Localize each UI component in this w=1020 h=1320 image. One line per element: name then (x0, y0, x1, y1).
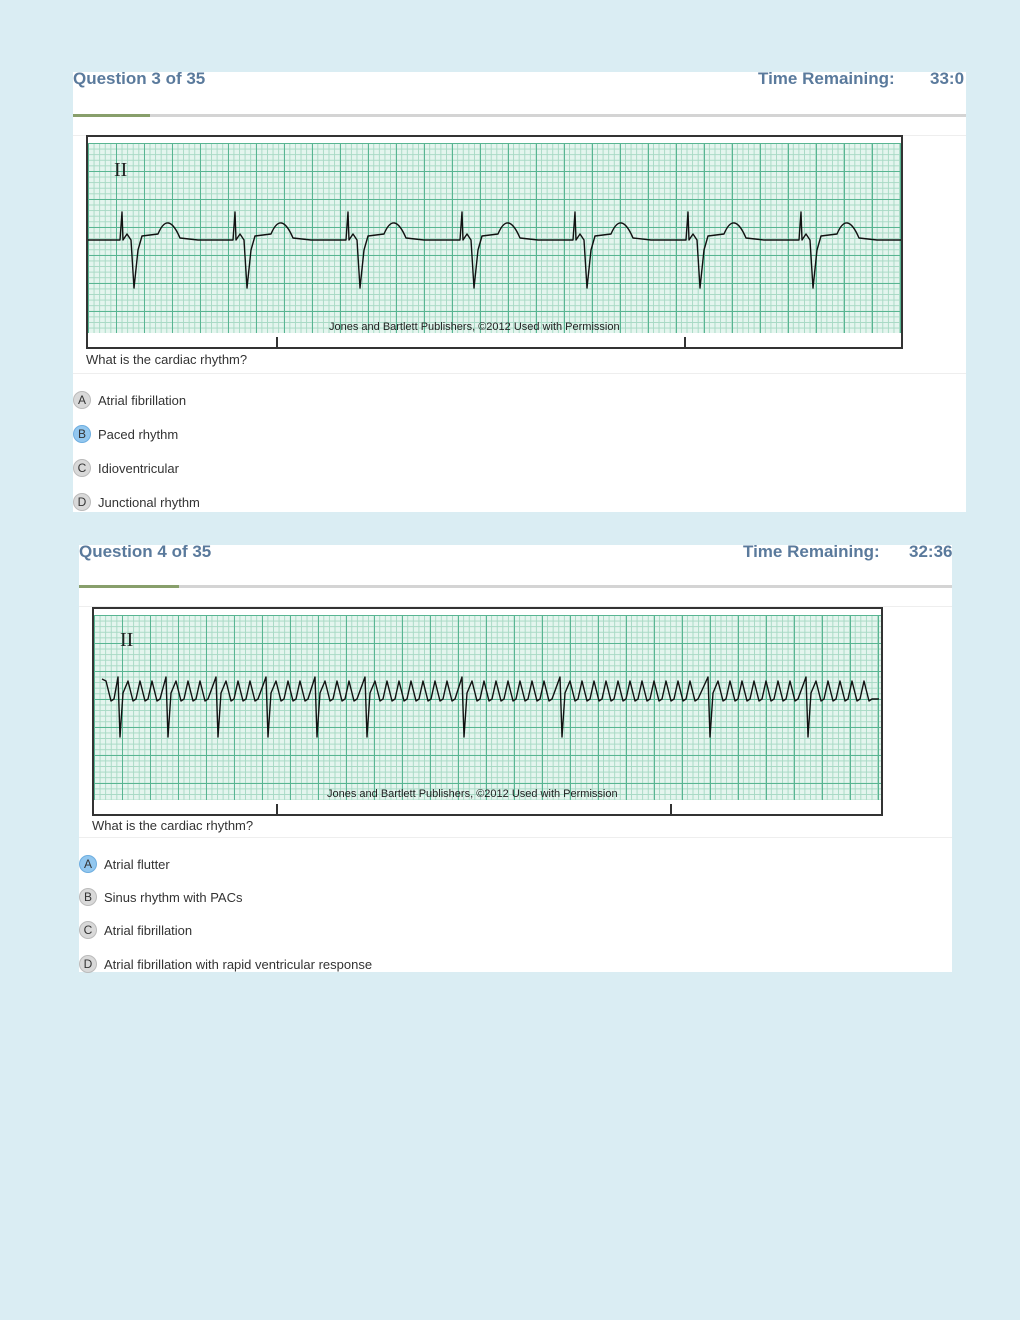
progress-bar (79, 585, 952, 588)
option-label: Sinus rhythm with PACs (104, 889, 243, 905)
progress-fill (73, 114, 150, 117)
option-letter-badge: D (73, 493, 91, 511)
option-label: Atrial fibrillation with rapid ventricular response (104, 956, 373, 972)
option-label: Paced rhythm (98, 426, 179, 442)
ecg-strip-image (86, 135, 903, 349)
question-card-3 (73, 69, 966, 512)
question-header (79, 542, 953, 585)
ecg-credit: Jones and Bartlett Publishers, ©2012 Used with Permission (329, 321, 620, 333)
option-a[interactable] (79, 854, 170, 874)
question-card-4 (79, 542, 953, 972)
option-b[interactable] (79, 887, 242, 907)
ecg-time-tick (276, 337, 278, 347)
question-prompt: What is the cardiac rhythm? (86, 352, 248, 367)
option-c[interactable] (73, 458, 179, 478)
ecg-trace (94, 609, 881, 814)
ecg-time-tick (276, 804, 278, 814)
option-d[interactable] (79, 954, 372, 974)
option-letter-badge: C (73, 459, 91, 477)
ecg-lead-label: II (114, 159, 128, 181)
option-a[interactable] (73, 390, 186, 410)
option-letter-badge: B (79, 888, 97, 906)
option-letter-badge: B (73, 425, 91, 443)
time-remaining-label: Time Remaining: (758, 69, 895, 88)
option-d[interactable] (73, 492, 200, 512)
option-b[interactable] (73, 424, 178, 444)
time-remaining-value: 32:36 (909, 542, 953, 561)
question-header (73, 69, 966, 112)
divider (79, 837, 952, 838)
divider (73, 373, 966, 374)
option-letter-badge: A (73, 391, 91, 409)
question-title: Question 4 of 35 (79, 542, 212, 561)
time-remaining-label: Time Remaining: (743, 542, 880, 561)
option-label: Atrial flutter (104, 856, 170, 872)
option-label: Junctional rhythm (98, 494, 200, 510)
time-remaining-value: 33:0 (930, 69, 965, 88)
option-label: Atrial fibrillation (104, 922, 193, 938)
progress-bar (73, 114, 966, 117)
option-label: Atrial fibrillation (98, 392, 187, 408)
question-title: Question 3 of 35 (73, 69, 206, 88)
ecg-trace (88, 137, 901, 347)
option-letter-badge: A (79, 855, 97, 873)
ecg-credit: Jones and Bartlett Publishers, ©2012 Used with Permission (327, 788, 618, 800)
option-letter-badge: D (79, 955, 97, 973)
ecg-strip-image (92, 607, 883, 816)
progress-fill (79, 585, 179, 588)
option-label: Idioventricular (98, 460, 179, 476)
ecg-lead-label: II (120, 629, 134, 651)
question-prompt: What is the cardiac rhythm? (92, 818, 254, 833)
option-c[interactable] (79, 920, 192, 940)
ecg-time-tick (670, 804, 672, 814)
option-letter-badge: C (79, 921, 97, 939)
ecg-time-tick (684, 337, 686, 347)
